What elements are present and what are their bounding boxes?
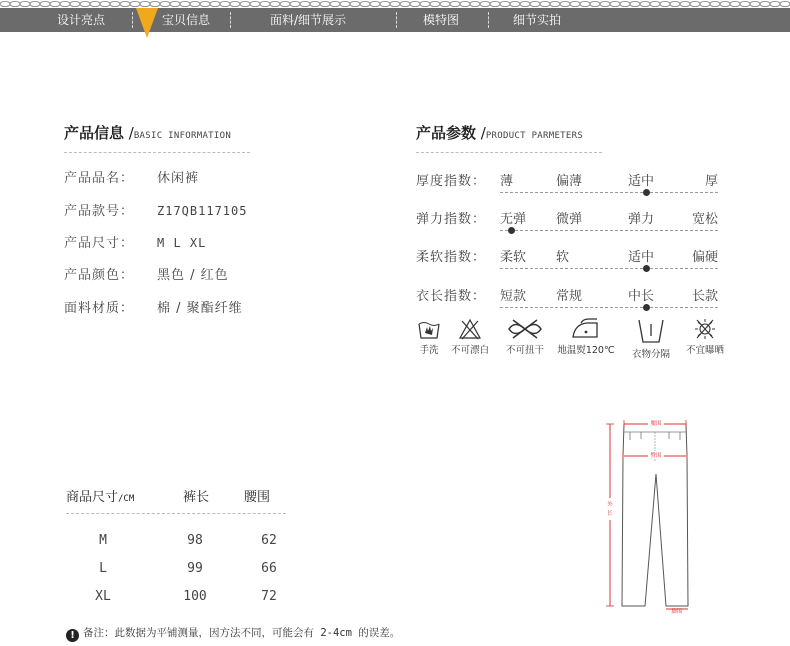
pants-diagram xyxy=(596,414,706,614)
param-selected-dot xyxy=(508,227,515,234)
info-value: 休闲裤 xyxy=(157,171,200,186)
nav-tab-product-info[interactable]: 宝贝信息 xyxy=(162,13,211,27)
nav-separator xyxy=(230,12,231,28)
iron-icon xyxy=(569,318,603,340)
product-params-title: 产品参数 /PRODUCT PARMETERS xyxy=(416,124,584,142)
param-option: 弹力 xyxy=(628,212,655,227)
diagram-label-length: 外长 xyxy=(607,502,613,517)
product-params-title-text: 产品参数 xyxy=(416,124,477,142)
param-scale-line xyxy=(500,192,718,193)
param-row xyxy=(416,285,718,315)
param-option: 常规 xyxy=(556,289,583,304)
param-selected-dot xyxy=(643,265,650,272)
care-label: 不宜曝晒 xyxy=(685,345,724,356)
size-cell: L xyxy=(99,561,107,576)
param-option: 宽松 xyxy=(691,212,718,227)
info-value: 黑色 / 红色 xyxy=(157,268,229,283)
product-info-title-text: 产品信息 xyxy=(64,124,125,142)
product-params-subtitle: PRODUCT PARMETERS xyxy=(485,131,584,141)
active-tab-marker xyxy=(136,8,158,38)
size-cell: 99 xyxy=(187,561,203,576)
info-row-name xyxy=(64,167,199,186)
info-value: Z17QB117105 xyxy=(157,204,248,218)
nav-separator xyxy=(488,12,489,28)
info-value: 棉 / 聚酯纤维 xyxy=(157,301,243,316)
no-sun-icon xyxy=(693,318,717,340)
nav-bar xyxy=(0,8,790,32)
care-no-sun xyxy=(680,318,730,356)
nav-separator xyxy=(132,12,133,28)
care-label: 不可扭干 xyxy=(505,345,544,356)
care-no-wring xyxy=(500,318,550,356)
param-option: 薄 xyxy=(500,174,514,189)
care-no-bleach xyxy=(447,318,493,356)
nav-tab-detail-photos[interactable]: 细节实拍 xyxy=(513,13,562,27)
diagram-label-hem: 脚围 xyxy=(671,609,683,614)
size-cell: 62 xyxy=(261,533,277,548)
size-cell: 100 xyxy=(183,589,207,604)
param-option: 厚 xyxy=(704,174,718,189)
param-row xyxy=(416,170,718,200)
no-bleach-icon xyxy=(458,318,482,340)
info-label: 产品颜色： xyxy=(64,268,135,283)
info-value: M L XL xyxy=(157,236,207,250)
care-wash-separately xyxy=(624,318,678,360)
info-row-material xyxy=(64,297,243,316)
param-option: 适中 xyxy=(628,174,655,189)
param-scale-line xyxy=(500,307,718,308)
care-hand-wash xyxy=(414,318,444,356)
divider xyxy=(416,152,602,153)
size-cell: 98 xyxy=(187,533,203,548)
param-option: 无弹 xyxy=(500,212,527,227)
info-label: 产品款号： xyxy=(64,204,135,219)
param-option: 短款 xyxy=(500,289,527,304)
param-option: 柔软 xyxy=(500,250,527,265)
wash-separately-icon xyxy=(636,318,666,344)
product-info-title: 产品信息 /BASIC INFORMATION xyxy=(64,124,232,142)
param-option: 适中 xyxy=(628,250,655,265)
param-selected-dot xyxy=(643,304,650,311)
size-table-header-length: 裤长 xyxy=(183,490,210,505)
product-info-subtitle: BASIC INFORMATION xyxy=(133,131,232,141)
diagram-label-waist: 腰围 xyxy=(650,421,662,427)
param-scale-line xyxy=(500,268,718,269)
nav-tab-design-highlights[interactable]: 设计亮点 xyxy=(57,13,106,27)
size-cell: XL xyxy=(95,589,111,604)
size-cell: 66 xyxy=(261,561,277,576)
info-label: 面料材质： xyxy=(64,301,135,316)
nav-tab-fabric-details[interactable]: 面料/细节展示 xyxy=(270,13,347,27)
param-label: 衣长指数： xyxy=(416,289,487,304)
param-label: 柔软指数： xyxy=(416,250,487,265)
param-option: 长款 xyxy=(691,289,718,304)
info-row-style-no xyxy=(64,200,247,219)
param-selected-dot xyxy=(643,189,650,196)
size-cell: M xyxy=(99,533,107,548)
param-option: 微弹 xyxy=(556,212,583,227)
param-scale-line xyxy=(500,230,718,231)
nav-separator xyxy=(396,12,397,28)
care-label: 不可漂白 xyxy=(450,345,489,356)
hand-wash-icon xyxy=(417,318,441,340)
care-low-iron xyxy=(554,318,618,356)
param-label: 弹力指数： xyxy=(416,212,487,227)
warning-icon: ! xyxy=(66,629,79,642)
no-wring-icon xyxy=(505,318,545,340)
size-table-header-waist: 腰围 xyxy=(244,490,271,505)
param-option: 偏薄 xyxy=(556,174,583,189)
info-row-colors xyxy=(64,264,229,283)
measurement-note xyxy=(66,625,400,642)
care-label: 地温熨120℃ xyxy=(557,345,615,356)
size-header-unit: /CM xyxy=(118,494,135,504)
diagram-label-hip: 臀围 xyxy=(650,453,662,459)
divider xyxy=(66,513,286,514)
param-option: 中长 xyxy=(628,289,655,304)
param-row xyxy=(416,208,718,238)
note-text: 备注：此数据为平铺测量，因方法不同，可能会有 2-4cm 的误差。 xyxy=(83,627,401,639)
param-row xyxy=(416,246,718,276)
size-table-header-size xyxy=(66,486,134,505)
care-label: 手洗 xyxy=(419,345,439,356)
size-header-label: 商品尺寸 xyxy=(66,490,119,505)
info-label: 产品品名： xyxy=(64,171,135,186)
divider xyxy=(64,152,250,153)
info-row-sizes xyxy=(64,232,206,251)
param-label: 厚度指数： xyxy=(416,174,487,189)
param-option: 偏硬 xyxy=(691,250,718,265)
size-cell: 72 xyxy=(261,589,277,604)
info-label: 产品尺寸： xyxy=(64,236,135,251)
nav-tab-model-photos[interactable]: 模特图 xyxy=(423,13,460,27)
param-option: 软 xyxy=(556,250,570,265)
care-label: 衣物分隔 xyxy=(631,349,670,360)
nav-decorative-border xyxy=(0,0,790,8)
